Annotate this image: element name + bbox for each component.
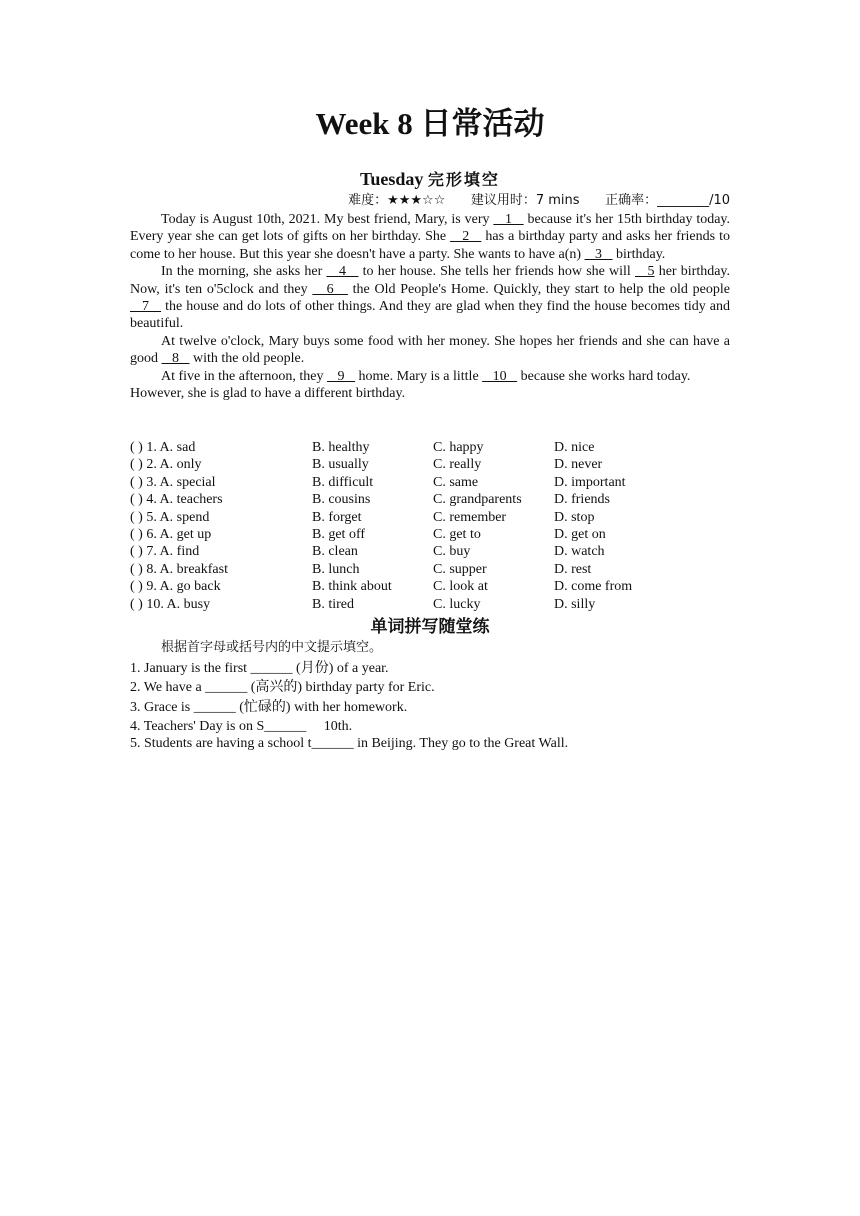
question-option-d: D. watch	[554, 544, 605, 560]
question-option-c: C. lucky	[433, 596, 481, 612]
question-option-c: C. buy	[433, 544, 471, 560]
passage-text: with the old people.	[189, 351, 305, 367]
question-row	[130, 509, 730, 526]
spelling-section-title: 单词拼写随堂练	[370, 617, 490, 637]
question-option-d: D. silly	[554, 596, 596, 612]
question-option-c: C. same	[433, 474, 479, 490]
question-row	[130, 543, 730, 560]
passage-text: the Old People's Home. Quickly, they start to help the old people	[347, 281, 730, 297]
question-option-b: B. get off	[312, 526, 366, 542]
question-option-b: B. healthy	[312, 440, 370, 455]
question-option-d: D. come from	[554, 579, 633, 595]
question-option-b: B. tired	[312, 596, 354, 612]
question-row	[130, 491, 730, 508]
question-option-a: ( ) 4. A. teachers	[130, 492, 223, 508]
passage-paragraph: However, she is glad to have a different birthday.	[130, 386, 406, 402]
blank-10: 10	[482, 368, 518, 384]
blank-1: 1	[493, 212, 524, 227]
question-list	[130, 439, 730, 613]
blank-4: 4	[326, 264, 359, 280]
question-option-a: ( ) 1. A. sad	[130, 440, 196, 455]
spelling-instruction: 根据首字母或括号内的中文提示填空。	[161, 640, 383, 655]
question-option-d: D. nice	[554, 440, 595, 455]
question-option-a: ( ) 9. A. go back	[130, 579, 221, 595]
question-row	[130, 456, 730, 473]
passage-text: has a birthday party and asks her friends to come to her house. But this year she doesn't have a party. She wants to have a(n)	[130, 229, 730, 262]
question-row	[130, 526, 730, 543]
question-option-d: D. rest	[554, 561, 592, 577]
spelling-item: 3. Grace is ______ (忙碌的) with her homework.	[130, 700, 408, 715]
question-option-c: C. grandparents	[433, 492, 522, 508]
spelling-item: 1. January is the first ______ (月份) of a year.	[130, 661, 389, 676]
subtitle-day: Tuesday	[360, 169, 424, 189]
question-row	[130, 561, 730, 578]
suggested-time: 建议用时：7 mins	[470, 193, 580, 208]
question-option-a: ( ) 3. A. special	[130, 474, 216, 490]
passage-text: the house and do lots of other things. And they are glad when they find the house becomes tidy and beautiful.	[130, 299, 731, 332]
question-option-d: D. never	[554, 457, 603, 473]
question-option-c: C. get to	[433, 526, 481, 542]
question-option-a: ( ) 10. A. busy	[130, 596, 211, 612]
question-option-b: B. difficult	[312, 474, 374, 490]
passage-text: to her house. She tells her friends how she will	[358, 264, 635, 280]
passage-paragraph	[130, 211, 730, 263]
question-option-b: B. usually	[312, 457, 369, 473]
exercise-meta	[130, 192, 730, 210]
passage-paragraph	[130, 333, 730, 368]
question-option-d: D. stop	[554, 509, 595, 525]
question-option-c: C. supper	[433, 561, 487, 577]
passage-text: her birthday. Now, it's ten o'5clock and they	[130, 264, 731, 297]
question-option-d: D. get on	[554, 526, 606, 542]
cloze-passage	[130, 211, 730, 402]
question-option-a: ( ) 6. A. get up	[130, 526, 212, 542]
passage-text: In the morning, she asks her	[161, 264, 327, 280]
question-option-b: B. forget	[312, 509, 362, 525]
question-option-a: ( ) 7. A. find	[130, 544, 200, 560]
blank-8: 8	[161, 351, 190, 367]
passage-text: because it's her 15th birthday today. Every year she can get lots of gifts on her birthday. She	[130, 212, 731, 245]
question-option-c: C. remember	[433, 509, 507, 525]
question-row	[130, 578, 730, 595]
section-subtitle	[130, 166, 730, 193]
blank-6: 6	[312, 281, 348, 297]
question-option-c: C. look at	[433, 579, 488, 595]
page-title: Week 8 日常活动	[315, 106, 545, 141]
question-option-a: ( ) 5. A. spend	[130, 509, 210, 525]
spelling-item: 5. Students are having a school t______ in Beijing. They go to the Great Wall.	[130, 736, 569, 751]
blank-2: 2	[450, 229, 482, 245]
question-row	[130, 474, 730, 491]
blank-7: 7	[130, 299, 162, 315]
question-option-c: C. happy	[433, 440, 484, 455]
passage-paragraph	[130, 263, 730, 333]
passage-text: At five in the afternoon, they	[161, 368, 328, 384]
passage-paragraph	[130, 368, 730, 385]
passage-text: birthday.	[612, 246, 666, 262]
question-row	[130, 596, 730, 613]
question-option-d: D. friends	[554, 492, 610, 508]
question-option-a: ( ) 8. A. breakfast	[130, 561, 228, 577]
passage-text: home. Mary is a little	[355, 368, 483, 384]
question-option-b: B. think about	[312, 579, 392, 595]
passage-text: At twelve o'clock, Mary buys some food with her money. She hopes her friends and she can have a good	[130, 333, 730, 367]
spelling-item: 4. Teachers' Day is on S______ 10th.	[130, 719, 353, 734]
question-option-c: C. really	[433, 457, 482, 473]
blank-3: 3	[584, 246, 613, 262]
passage-text: because she works hard today.	[517, 368, 691, 384]
question-option-b: B. lunch	[312, 561, 360, 577]
blank-9: 9	[327, 368, 356, 384]
passage-text: Today is August 10th, 2021. My best friend, Mary, is very	[161, 212, 494, 227]
question-option-d: D. important	[554, 474, 626, 490]
accuracy-field: 正确率：________/10	[605, 193, 730, 208]
blank-5: 5	[635, 264, 655, 280]
spelling-item: 2. We have a ______ (高兴的) birthday party for Eric.	[130, 680, 435, 695]
question-option-a: ( ) 2. A. only	[130, 457, 202, 473]
subtitle-task: 完形填空	[427, 170, 500, 189]
question-row	[130, 439, 730, 456]
difficulty-rating: 难度：★★★☆☆	[348, 193, 446, 208]
question-option-b: B. clean	[312, 544, 358, 560]
question-option-b: B. cousins	[312, 492, 371, 508]
